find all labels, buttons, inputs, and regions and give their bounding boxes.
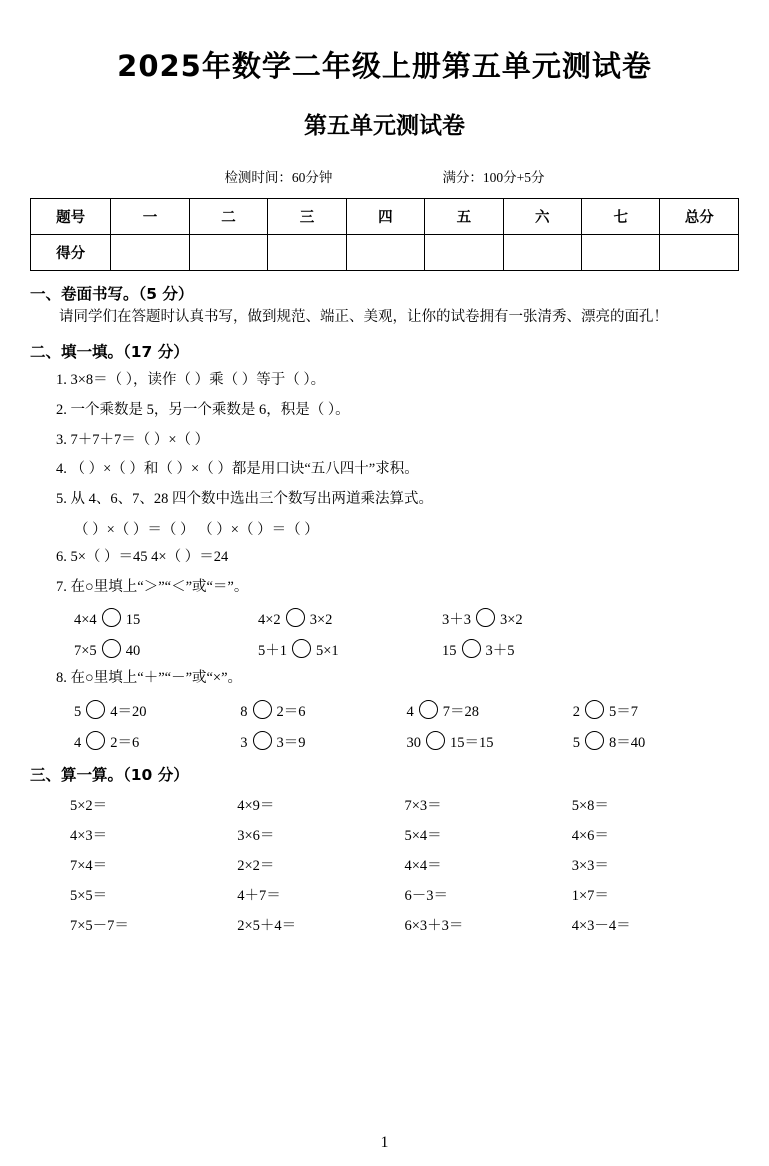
score-table-header-4: 五 (425, 199, 503, 235)
score-table-header-6: 七 (582, 199, 660, 235)
operator-left: 8 (240, 704, 248, 721)
exam-page (0, 44, 769, 1166)
score-table-label-1: 得分 (31, 235, 111, 271)
operator-right: 8＝40 (609, 735, 646, 752)
operator-left: 3 (240, 735, 248, 752)
question-2-1: 1. 3×8＝（ ），读作（ ）乘（ ）等于（ ）。 (56, 372, 326, 389)
score-cell-5[interactable] (503, 235, 581, 271)
circle-blank-icon[interactable] (102, 639, 121, 658)
operator-right: 2＝6 (110, 735, 140, 752)
page-title: 2025年数学二年级上册第五单元测试卷 (117, 49, 652, 83)
score-cell-4[interactable] (425, 235, 503, 271)
compare-item[interactable] (74, 608, 258, 629)
score-table-label-0: 题号 (31, 199, 111, 235)
calc-item[interactable]: 5×8＝ (571, 798, 609, 815)
page-subtitle: 第五单元测试卷 (304, 113, 465, 139)
calc-item[interactable]: 6×3＋3＝ (404, 918, 464, 935)
calc-item[interactable]: 7×3＝ (404, 798, 442, 815)
section-heading-3: 三、算一算。（10 分） (30, 766, 189, 785)
calc-item[interactable]: 3×3＝ (571, 858, 609, 875)
score-cell-1[interactable] (189, 235, 267, 271)
operator-item[interactable] (74, 700, 240, 721)
calc-item[interactable]: 1×7＝ (571, 888, 609, 905)
calc-item[interactable]: 4×3＝ (70, 828, 108, 845)
question-2-8-row-2 (30, 731, 739, 752)
compare-item[interactable] (442, 639, 626, 660)
score-cell-3[interactable] (346, 235, 424, 271)
calc-item[interactable]: 4×4＝ (404, 858, 442, 875)
calc-item[interactable]: 2×2＝ (237, 858, 275, 875)
compare-item[interactable] (442, 608, 626, 629)
operator-item[interactable] (407, 700, 573, 721)
operator-item[interactable] (573, 731, 739, 752)
circle-blank-icon[interactable] (585, 731, 604, 750)
calc-item[interactable]: 3×6＝ (237, 828, 275, 845)
operator-left: 5 (74, 704, 82, 721)
operator-left: 5 (572, 735, 580, 752)
score-table-header-0: 一 (111, 199, 189, 235)
circle-blank-icon[interactable] (426, 731, 445, 750)
score-table-header-7: 总分 (660, 199, 739, 235)
circle-blank-icon[interactable] (462, 639, 481, 658)
operator-right: 15＝15 (450, 735, 494, 752)
score-table-header-5: 六 (503, 199, 581, 235)
table-row (31, 235, 739, 271)
operator-item[interactable] (573, 700, 739, 721)
calc-row-4 (30, 884, 739, 905)
circle-blank-icon[interactable] (86, 700, 105, 719)
calc-row-5 (30, 914, 739, 935)
compare-left: 4×4 (74, 612, 97, 629)
question-2-7-row-2 (30, 639, 739, 660)
operator-right: 5＝7 (609, 704, 638, 721)
calc-item[interactable]: 6－3＝ (404, 888, 448, 905)
operator-item[interactable] (407, 731, 573, 752)
calc-item[interactable]: 7×5－7＝ (70, 918, 129, 935)
exam-total-score: 满分：100分+5分 (442, 170, 545, 185)
operator-left: 2 (572, 704, 580, 721)
question-2-3: 3. 7＋7＋7＝（ ）×（ ） (56, 431, 210, 448)
table-row (31, 199, 739, 235)
score-cell-0[interactable] (111, 235, 189, 271)
score-cell-7[interactable] (660, 235, 739, 271)
operator-left: 30 (406, 735, 421, 752)
score-cell-6[interactable] (582, 235, 660, 271)
operator-right: 7＝28 (442, 704, 479, 721)
compare-right: 3×2 (309, 612, 333, 629)
operator-item[interactable] (240, 700, 406, 721)
compare-left: 3＋3 (442, 612, 471, 629)
operator-left: 4 (406, 704, 414, 721)
calc-row-2 (30, 824, 739, 845)
compare-item[interactable] (74, 639, 258, 660)
calc-item[interactable]: 4＋7＝ (237, 888, 281, 905)
section-heading-2: 二、填一填。（17 分） (30, 343, 189, 362)
question-2-4: 4. （ ）×（ ）和（ ）×（ ）都是用口诀“五八四十”求积。 (56, 461, 419, 478)
calc-item[interactable]: 4×3－4＝ (571, 918, 631, 935)
circle-blank-icon[interactable] (292, 639, 311, 658)
compare-left: 5＋1 (258, 643, 287, 660)
compare-left: 7×5 (74, 643, 97, 660)
compare-left: 4×2 (258, 612, 281, 629)
compare-right: 15 (125, 612, 141, 629)
circle-blank-icon[interactable] (585, 700, 604, 719)
question-2-2: 2. 一个乘数是 5，另一个乘数是 6，积是（ ）。 (56, 401, 350, 418)
calc-item[interactable]: 4×6＝ (571, 828, 609, 845)
circle-blank-icon[interactable] (253, 731, 272, 750)
operator-item[interactable] (74, 731, 240, 752)
score-cell-2[interactable] (268, 235, 346, 271)
question-2-5-blanks: （ ）×（ ）＝（ ） （ ）×（ ）＝（ ） (74, 521, 319, 538)
score-table-header-2: 三 (268, 199, 346, 235)
compare-item[interactable] (258, 639, 442, 660)
score-table-header-3: 四 (346, 199, 424, 235)
question-2-7: 7. 在○里填上“＞”“＜”或“＝”。 (56, 578, 249, 595)
calc-item[interactable]: 5×2＝ (70, 798, 108, 815)
exam-meta (0, 166, 769, 186)
question-2-8: 8. 在○里填上“＋”“－”或“×”。 (56, 670, 243, 687)
circle-blank-icon[interactable] (102, 608, 121, 627)
circle-blank-icon[interactable] (286, 608, 305, 627)
compare-right: 5×1 (316, 643, 339, 660)
circle-blank-icon[interactable] (419, 700, 438, 719)
operator-right: 4＝20 (110, 704, 147, 721)
calc-item[interactable]: 2×5＋4＝ (237, 918, 297, 935)
question-2-7-row-1 (30, 608, 739, 629)
calc-item[interactable]: 5×5＝ (70, 888, 108, 905)
section-heading-1: 一、卷面书写。（5 分） (30, 285, 194, 303)
question-2-5: 5. 从 4、6、7、28 四个数中选出三个数写出两道乘法算式。 (56, 491, 433, 508)
section-1-paragraph: 请同学们在答题时认真书写，做到规范、端正、美观，让你的试卷拥有一张清秀、漂亮的面孔！ (59, 309, 668, 325)
score-table-header-1: 二 (189, 199, 267, 235)
compare-item[interactable] (258, 608, 442, 629)
operator-left: 4 (74, 735, 82, 752)
question-2-6: 6. 5×（ ）＝45 4×（ ）＝24 (56, 548, 229, 565)
compare-right: 3＋5 (485, 643, 515, 660)
compare-left: 15 (442, 643, 457, 660)
exam-content (30, 282, 739, 935)
operator-right: 2＝6 (276, 704, 306, 721)
circle-blank-icon[interactable] (476, 608, 495, 627)
compare-right: 40 (125, 643, 141, 660)
circle-blank-icon[interactable] (253, 700, 272, 719)
operator-item[interactable] (240, 731, 406, 752)
score-table (30, 198, 739, 271)
operator-right: 3＝9 (276, 735, 306, 752)
exam-duration: 检测时间：60分钟 (224, 170, 333, 185)
question-2-8-row-1 (30, 700, 739, 721)
calc-item[interactable]: 4×9＝ (237, 798, 275, 815)
calc-row-3 (30, 854, 739, 875)
calc-item[interactable]: 7×4＝ (70, 858, 108, 875)
circle-blank-icon[interactable] (86, 731, 105, 750)
compare-right: 3×2 (500, 612, 523, 629)
calc-row-1 (30, 794, 739, 815)
calc-item[interactable]: 5×4＝ (404, 828, 442, 845)
page-number: 1 (380, 1134, 389, 1151)
